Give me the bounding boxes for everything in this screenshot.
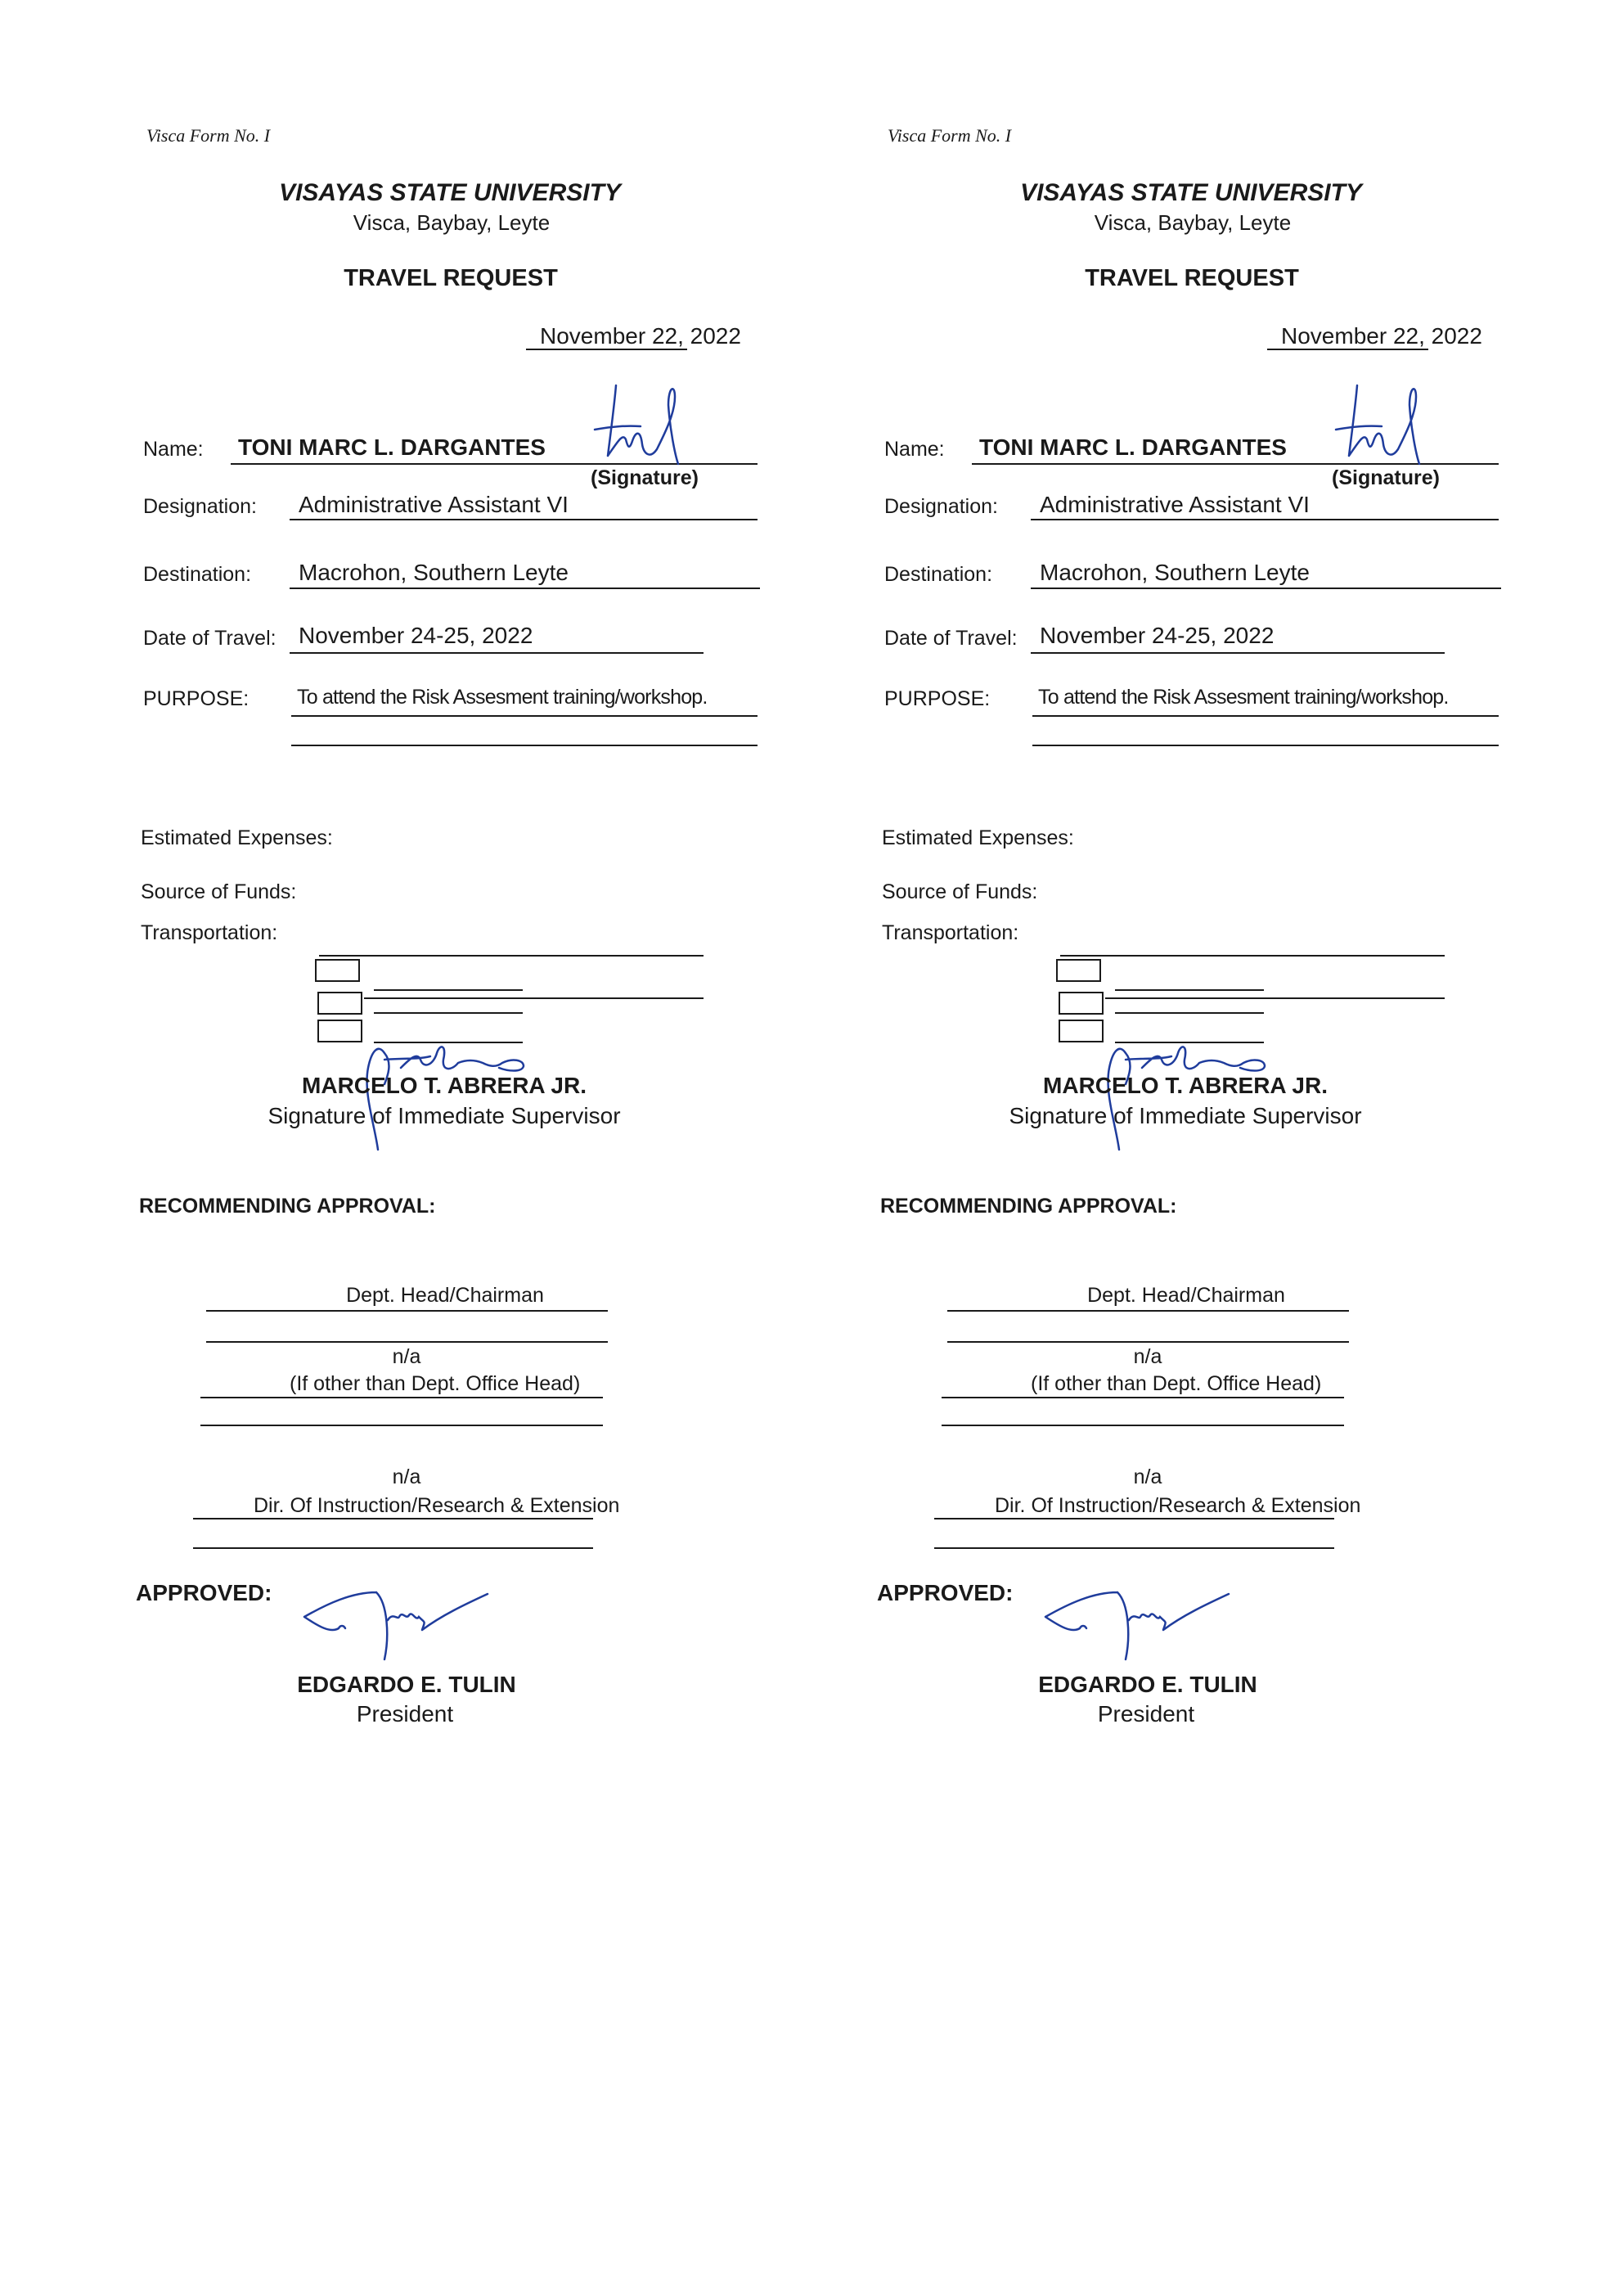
- transport-line-1: [374, 989, 523, 991]
- signature-caption: (Signature): [1332, 466, 1440, 489]
- designation-label: Designation:: [143, 495, 257, 518]
- date-of-travel-underline: [290, 652, 704, 654]
- transport-checkbox-2[interactable]: [317, 992, 362, 1015]
- director-caption: Dir. Of Instruction/Research & Extension: [995, 1494, 1361, 1517]
- purpose-value: To attend the Risk Assesment training/workshop.: [1038, 686, 1449, 709]
- director-value: n/a: [1133, 1465, 1162, 1488]
- date-of-travel-underline: [1031, 652, 1445, 654]
- director-line-2: [193, 1547, 593, 1549]
- dept-head-line-2: [206, 1341, 608, 1343]
- director-line-2: [934, 1547, 1334, 1549]
- date-of-travel-value: November 24-25, 2022: [1040, 623, 1275, 648]
- university-name: VISAYAS STATE UNIVERSITY: [279, 179, 621, 206]
- dept-head-line: [947, 1310, 1349, 1312]
- purpose-underline: [291, 715, 758, 717]
- requester-signature: [593, 380, 708, 470]
- destination-value: Macrohon, Southern Leyte: [1040, 560, 1310, 585]
- president-title: President: [1097, 1701, 1195, 1727]
- request-date: November 22, 2022: [1281, 323, 1482, 349]
- destination-label: Destination:: [884, 563, 993, 586]
- other-head-caption: (If other than Dept. Office Head): [290, 1372, 581, 1395]
- supervisor-name: MARCELO T. ABRERA JR.: [1043, 1073, 1328, 1098]
- requester-name: TONI MARC L. DARGANTES: [238, 434, 546, 460]
- purpose-label: PURPOSE:: [884, 687, 991, 710]
- transport-line-1: [1115, 989, 1264, 991]
- university-address: Visca, Baybay, Leyte: [353, 210, 551, 235]
- destination-label: Destination:: [143, 563, 252, 586]
- president-title: President: [356, 1701, 454, 1727]
- designation-value: Administrative Assistant VI: [1040, 492, 1310, 517]
- president-name: EDGARDO E. TULIN: [1038, 1672, 1257, 1697]
- transport-checkbox-1[interactable]: [1056, 959, 1101, 982]
- transport-line-3: [1115, 1012, 1264, 1014]
- dept-head-caption: Dept. Head/Chairman: [346, 1284, 544, 1307]
- supervisor-caption: Signature of Immediate Supervisor: [1009, 1103, 1362, 1128]
- form-number: Visca Form No. I: [146, 125, 271, 146]
- source-of-funds-label: Source of Funds:: [141, 880, 297, 903]
- director-line: [193, 1518, 593, 1519]
- request-date: November 22, 2022: [540, 323, 741, 349]
- name-label: Name:: [143, 438, 204, 461]
- director-value: n/a: [392, 1465, 421, 1488]
- transport-line-2: [364, 997, 704, 999]
- other-head-line-2: [942, 1425, 1344, 1426]
- transport-line-2: [1105, 997, 1445, 999]
- estimated-expenses-label: Estimated Expenses:: [882, 826, 1074, 849]
- designation-label: Designation:: [884, 495, 998, 518]
- form-title: TRAVEL REQUEST: [1085, 265, 1299, 291]
- date-of-travel-label: Date of Travel:: [143, 627, 276, 650]
- transportation-underline: [1060, 955, 1445, 957]
- purpose-underline: [1032, 715, 1499, 717]
- form-number: Visca Form No. I: [888, 125, 1012, 146]
- designation-value: Administrative Assistant VI: [299, 492, 569, 517]
- president-signature: [303, 1587, 499, 1669]
- name-label: Name:: [884, 438, 945, 461]
- dept-head-line: [206, 1310, 608, 1312]
- president-name: EDGARDO E. TULIN: [297, 1672, 516, 1697]
- source-of-funds-label: Source of Funds:: [882, 880, 1038, 903]
- transportation-underline: [319, 955, 704, 957]
- other-head-caption: (If other than Dept. Office Head): [1031, 1372, 1322, 1395]
- date-underline: [1267, 349, 1428, 350]
- date-underline: [526, 349, 687, 350]
- university-name: VISAYAS STATE UNIVERSITY: [1020, 179, 1362, 206]
- approved-label: APPROVED:: [136, 1580, 272, 1605]
- designation-underline: [290, 519, 758, 520]
- destination-underline: [1031, 588, 1501, 589]
- designation-underline: [1031, 519, 1499, 520]
- destination-value: Macrohon, Southern Leyte: [299, 560, 569, 585]
- other-head-value: n/a: [1133, 1345, 1162, 1368]
- destination-underline: [290, 588, 760, 589]
- director-line: [934, 1518, 1334, 1519]
- requester-signature: [1334, 380, 1449, 470]
- other-head-line-2: [200, 1425, 603, 1426]
- form-title: TRAVEL REQUEST: [344, 265, 558, 291]
- transport-line-3: [374, 1012, 523, 1014]
- purpose-value: To attend the Risk Assesment training/workshop.: [297, 686, 708, 709]
- requester-name: TONI MARC L. DARGANTES: [979, 434, 1287, 460]
- date-of-travel-label: Date of Travel:: [884, 627, 1018, 650]
- purpose-underline-2: [291, 745, 758, 746]
- purpose-label: PURPOSE:: [143, 687, 250, 710]
- purpose-underline-2: [1032, 745, 1499, 746]
- transport-checkbox-2[interactable]: [1059, 992, 1104, 1015]
- signature-caption: (Signature): [591, 466, 699, 489]
- transportation-label: Transportation:: [141, 921, 278, 944]
- travel-request-form-right: [741, 0, 1553, 2296]
- transportation-label: Transportation:: [882, 921, 1019, 944]
- director-caption: Dir. Of Instruction/Research & Extension: [254, 1494, 620, 1517]
- other-head-value: n/a: [392, 1345, 421, 1368]
- transport-checkbox-1[interactable]: [315, 959, 360, 982]
- recommending-approval-label: RECOMMENDING APPROVAL:: [139, 1195, 436, 1218]
- estimated-expenses-label: Estimated Expenses:: [141, 826, 333, 849]
- supervisor-caption: Signature of Immediate Supervisor: [268, 1103, 621, 1128]
- supervisor-name: MARCELO T. ABRERA JR.: [302, 1073, 587, 1098]
- university-address: Visca, Baybay, Leyte: [1094, 210, 1292, 235]
- other-head-line: [942, 1397, 1344, 1398]
- date-of-travel-value: November 24-25, 2022: [299, 623, 533, 648]
- president-signature: [1044, 1587, 1240, 1669]
- other-head-line: [200, 1397, 603, 1398]
- approved-label: APPROVED:: [877, 1580, 1014, 1605]
- dept-head-caption: Dept. Head/Chairman: [1087, 1284, 1285, 1307]
- recommending-approval-label: RECOMMENDING APPROVAL:: [880, 1195, 1177, 1218]
- dept-head-line-2: [947, 1341, 1349, 1343]
